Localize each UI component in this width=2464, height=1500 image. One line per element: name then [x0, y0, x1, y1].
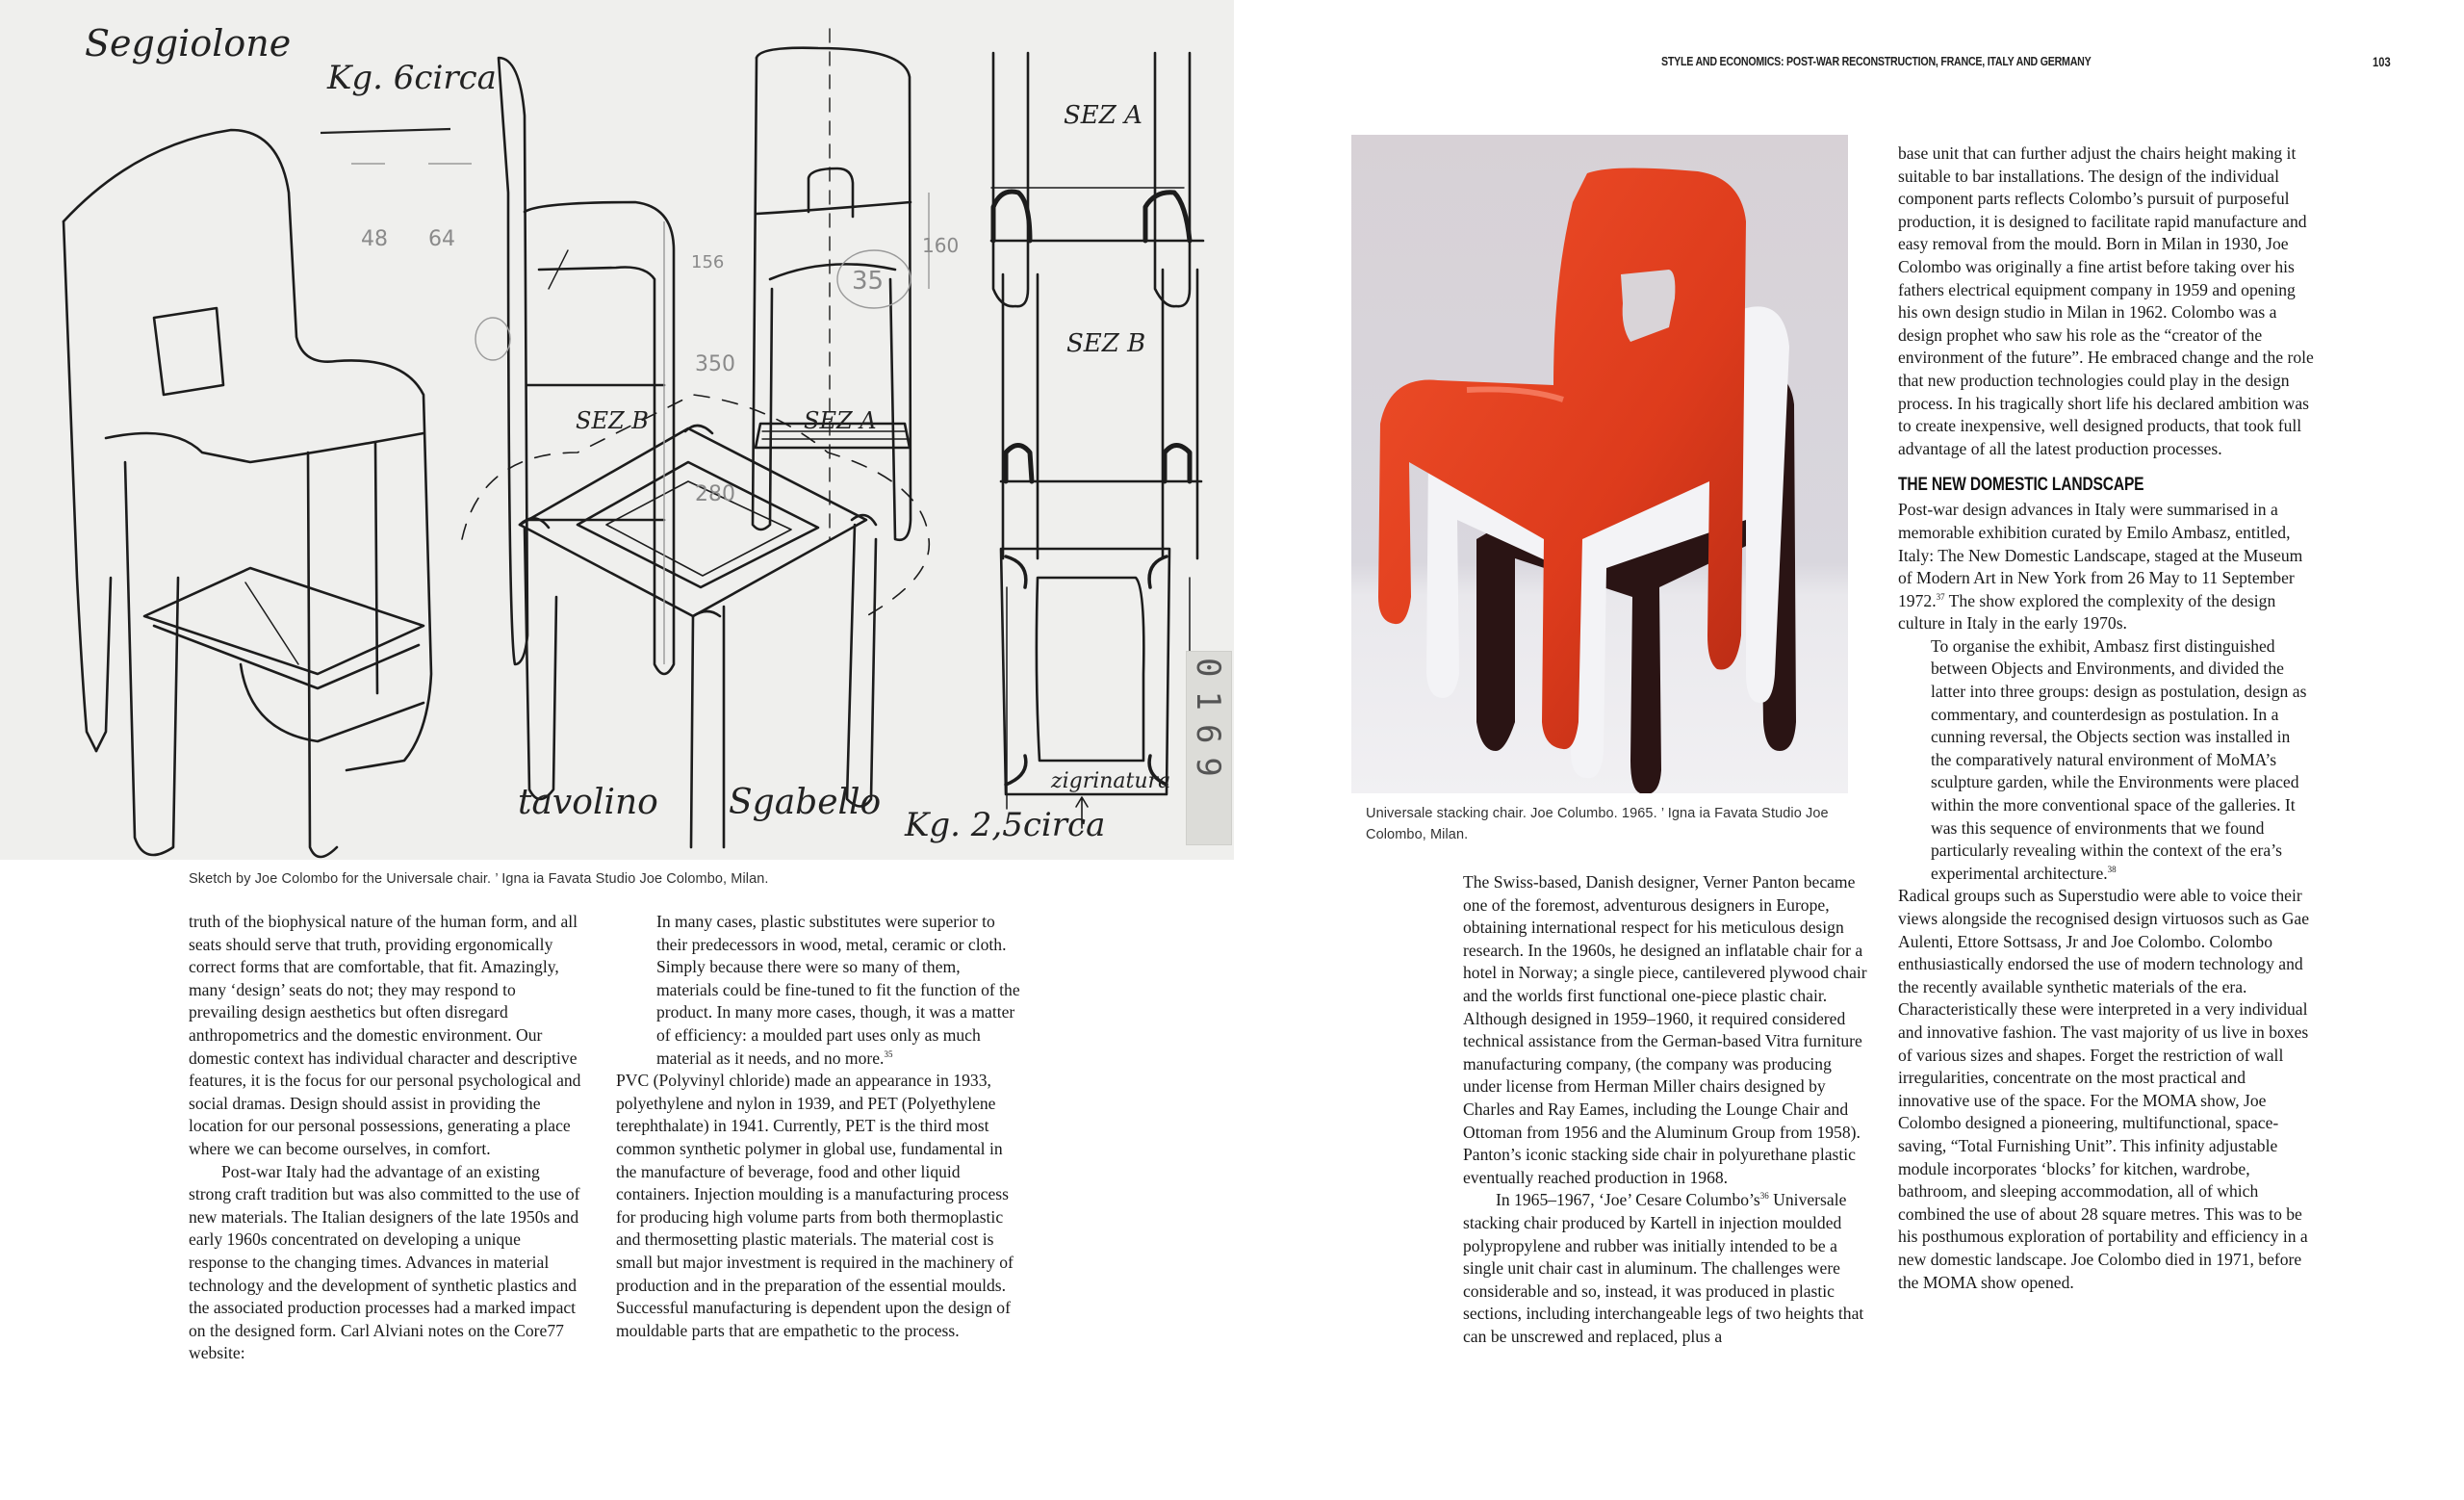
sketch-label-dim-35: 35: [852, 267, 885, 296]
sketch-label-sgabello: Sgabello: [729, 783, 882, 822]
footnote-ref[interactable]: 38: [2107, 864, 2117, 874]
paragraph: base unit that can further adjust the chairs height making it suitable to bar installations. The design of the individual component parts reflects Colombo’s pursuit of purposeful production, it is designed to facilitate rapid manufacture and easy removal from the mould. Born in Milan in 1930, Joe Colombo was originally a fine artist before taking over his fathers electrical equipment company in 1959 and opening his own design studio in Milan in 1962. Colombo was a design prophet who saw his role as the “creator of the environment of the future”. He embraced change and the role that new production technologies could play in the design process. In his tragically short life his declared ambition was to create inexpensive, well designed products, that took full advantage of all the latest production processes.: [1898, 143, 2314, 458]
page-number: 103: [2373, 54, 2391, 69]
archive-stamp-number: 0169: [1189, 658, 1227, 790]
block-quote-text: To organise the exhibit, Ambasz first distinguished between Objects and Environments, and divided the latter into three groups: design as postulation, design as commentary, and counterdesign as postulation. In a cunning reversal, the Objects section was installed in the comparatively natural environment of MoMA’s sculpture garden, while the Environments were placed within the more conventional space of the galleries. It was this sequence of environments that we found particularly revealing within the context of the era’s experimental architecture.: [1931, 635, 2307, 883]
running-header: STYLE AND ECONOMICS: POST-WAR RECONSTRUCTION, FRANCE, ITALY AND GERMANY: [1661, 54, 2092, 68]
sketch-section-a: [993, 53, 1028, 306]
section-heading: THE NEW DOMESTIC LANDSCAPE: [1898, 475, 2144, 496]
sketch-label-dim-48: 48: [361, 227, 388, 251]
paragraph-text: Post-war design advances in Italy were summarised in a memorable exhibition curated by Emilo Ambasz, entitled, Italy: The New Domestic Landscape, staged at the Museum of Modern Art in New York from 26 May to 11 September 1972.: [1898, 500, 2303, 610]
sketch-caption: Sketch by Joe Colombo for the Universale chair. ’ Igna ia Favata Studio Joe Colombo, Milan.: [189, 871, 769, 887]
block-quote: [1898, 635, 2314, 886]
sketch-label-dim-156: 156: [691, 252, 725, 272]
sketch-label-sez-a-front: SEZ A: [804, 407, 877, 434]
body-column-3: [1463, 871, 1867, 1348]
sketch-label-weight-bottom: Kg. 2,5circa: [905, 806, 1106, 844]
paragraph-text: In 1965–1967, ‘Joe’ Cesare Columbo’s: [1496, 1190, 1760, 1210]
sketch-label-dim-64: 64: [428, 227, 455, 251]
sketch-label-sez-b: SEZ B: [1066, 329, 1146, 358]
sketch-drawing: [0, 0, 1234, 860]
sketch-label-sez-b-side: SEZ B: [576, 407, 649, 434]
photo-caption: [1366, 803, 1866, 845]
body-column-2: [616, 911, 1020, 1342]
paragraph: Radical groups such as Superstudio were able to voice their views alongside the recognised design virtuosos such as Gae Aulenti, Ettore Sottsass, Jr and Joe Colombo. Colombo enthusiastically endorsed the use of modern technology and the recently available synthetic materials of the era. Characteristically these were interpreted in a very individual and innovative fashion. The vast majority of us live in boxes of various sizes and shapes. Forget the restriction of wall irregularities, concentrate on the most practical and innovative use of the space. For the MOMA show, Joe Colombo designed a pioneering, multifunctional, space-saving, “Total Furnishing Unit”. This infinity adjustable module incorporates ‘blocks’ for kitchen, wardrobe, bathroom, and sleeping accommodation, all of which combined the use of about 28 square metres. This was to be his posthumous exploration of portability and efficiency in a new domestic landscape. Joe Colombo died in 1971, before the MOMA show opened.: [1898, 886, 2310, 1292]
sketch-side-elevation: [499, 58, 527, 664]
footnote-ref[interactable]: 37: [1936, 591, 1945, 602]
sketch-illustration: [0, 0, 1234, 860]
chair-photo-image: [1351, 135, 1848, 793]
paragraph-text: The show explored the complexity of the design culture in Italy in the early 1970s.: [1898, 590, 2276, 634]
sketch-label-tavolino: tavolino: [518, 783, 658, 822]
sketch-front-elevation: [757, 48, 911, 540]
block-quote-text: In many cases, plastic substitutes were superior to their predecessors in wood, metal, ceramic or cloth. Simply because there were so many of them, materials could be fine-tuned to fit the function of the product. In many more cases, though, it was a matter of efficiency: a moulded part uses only as much material as it needs, and no more.: [656, 912, 1020, 1068]
paragraph: Post-war Italy had the advantage of an existing strong craft tradition but was also committed to the use of new materials. The Italian designers of the late 1950s and early 1960s concentrated on developing a unique response to the changing times. Advances in material technology and the development of synthetic plastics and the associated production processes had a marked impact on the designed form. Carl Alviani notes on the Core77 website:: [189, 1161, 580, 1363]
sketch-label-sez-a: SEZ A: [1064, 101, 1142, 130]
body-column-4: [1898, 142, 2314, 1294]
footnote-ref[interactable]: 36: [1759, 1191, 1769, 1202]
photo-caption-line: Colombo, Milan.: [1366, 827, 1469, 842]
paragraph: The Swiss-based, Danish designer, Verner Panton became one of the foremost, adventurous designers in Europe, obtaining international respect for his meticulous design research. In the 1960s, he designed an inflatable chair for a hotel in Norway; a single piece, cantilevered plywood chair and the worlds first functional one-piece plastic chair. Although designed in 1959–1960, it required considered technical assistance from the German-based Vitra furniture manufacturing company, (the company was producing under license from Herman Miller chairs designed by Charles and Ray Eames, including the Lounge Chair and Ottoman from 1956 and the Aluminum Group from 1958). Panton’s iconic stacking side chair in polyurethane plastic eventually reached production in 1968.: [1463, 872, 1867, 1187]
sketch-label-dim-160: 160: [922, 234, 960, 257]
sketch-label-zigrinatura: zigrinatura: [1051, 769, 1171, 793]
body-column-1: [189, 911, 583, 1365]
paragraph: PVC (Polyvinyl chloride) made an appearance in 1933, polyethylene and nylon in 1939, and PET (Polyethylene terephthalate) in 1941. Currently, PET is the third most common synthetic polymer in global use, fundamental in the manufacture of beverage, food and other liquid containers. Injection moulding is a manufacturing process for producing high volume parts from both thermoplastic and thermosetting plastic materials. The material cost is small but major investment is required in the machinery of production and in the preparation of the essential moulds. Successful manufacturing is dependent upon the design of mouldable parts that are empathetic to the process.: [616, 1071, 1014, 1340]
archive-stamp: [1186, 651, 1232, 845]
block-quote: [616, 911, 1020, 1070]
paragraph: truth of the biophysical nature of the human form, and all seats should serve that truth, providing ergonomically correct forms that are comfortable, that fit. Amazingly, many ‘design’ seats do not; they may respond to prevailing design aesthetics but often disregard anthropometrics and the domestic environment. Our domestic context has individual character and descriptive features, it is the focus for our personal psychological and social dramas. Design should assist in providing the location for our personal possessions, generating a place where we can become ourselves, in comfort.: [189, 912, 581, 1158]
sketch-label-dim-350: 350: [695, 352, 735, 376]
sketch-stool: [520, 428, 866, 616]
sketch-section-b: [1003, 270, 1197, 558]
paragraph-text: Universale stacking chair produced by Kartell in injection moulded polypropylene and rubber was initially intended to be a single unit chair cast in aluminum. The challenges were considerable and so, instead, it was produced in plastic sections, including interchangeable legs of two heights that can be unscrewed and replaced, plus a: [1463, 1190, 1864, 1346]
sketch-label-title: Seggiolone: [85, 22, 292, 65]
sketch-label-weight-top: Kg. 6circa: [327, 59, 497, 97]
universale-chair-photo: [1351, 135, 1848, 793]
paragraph: [1463, 1189, 1867, 1348]
paragraph: [1898, 499, 2314, 635]
photo-caption-line: Universale stacking chair. Joe Columbo. 1965. ’ Igna ia Favata Studio Joe: [1366, 806, 1829, 821]
sketch-label-dim-280: 280: [695, 482, 735, 506]
footnote-ref[interactable]: 35: [884, 1048, 893, 1059]
